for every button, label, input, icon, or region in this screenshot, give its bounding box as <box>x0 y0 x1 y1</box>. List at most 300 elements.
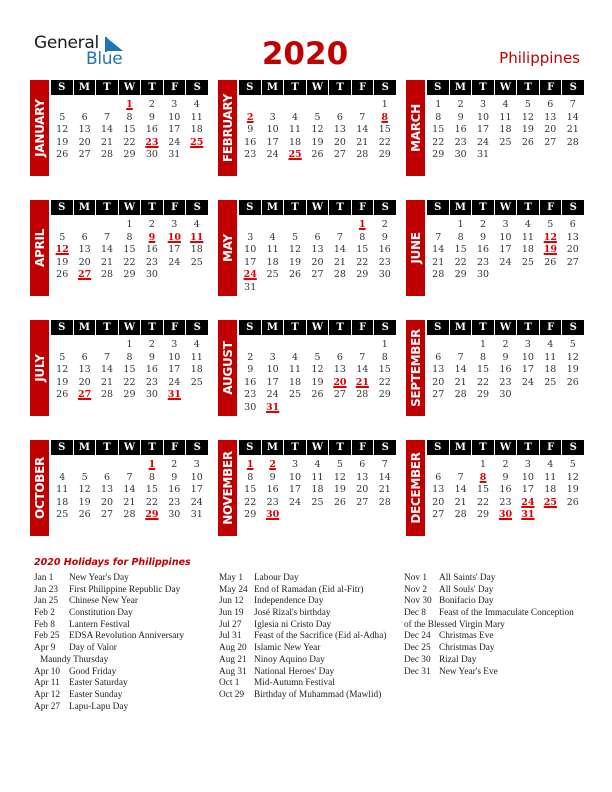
day-cell: 17 <box>477 124 490 136</box>
holiday-list-item <box>34 608 184 620</box>
day-cell: 15 <box>244 484 257 496</box>
holiday-name: Chinese New Year <box>69 596 138 607</box>
weekday-cell: W <box>307 80 329 95</box>
empty-day-cell <box>427 219 449 232</box>
week-row <box>239 149 396 162</box>
weekday-cell: W <box>495 320 517 335</box>
week-row <box>51 232 208 245</box>
day-cell: 26 <box>333 496 346 508</box>
empty-day-cell <box>96 99 118 112</box>
weekday-cell: W <box>307 320 329 335</box>
holiday-day-cell: 30 <box>266 509 280 521</box>
day-cell: 4 <box>547 459 554 470</box>
week-row <box>239 232 396 245</box>
week-row <box>427 232 584 245</box>
day-cell: 20 <box>544 124 557 136</box>
day-cell: 10 <box>477 111 490 123</box>
day-cell: 20 <box>356 484 369 496</box>
day-cell: 18 <box>56 496 69 508</box>
holiday-day-cell: 24 <box>521 496 535 508</box>
day-cell: 25 <box>190 376 203 388</box>
day-cell: 26 <box>289 269 302 281</box>
day-cell: 25 <box>56 509 69 521</box>
week-row <box>51 472 208 485</box>
day-cell: 24 <box>190 496 203 508</box>
empty-day-cell <box>427 459 449 472</box>
day-cell: 13 <box>432 364 445 376</box>
day-cell: 18 <box>190 364 203 376</box>
empty-day-cell <box>284 402 306 415</box>
day-cell: 29 <box>123 149 136 161</box>
holiday-name: Constitution Day <box>69 608 133 619</box>
day-cell: 27 <box>333 149 346 161</box>
day-cell: 20 <box>333 136 346 148</box>
weekday-cell: S <box>186 200 208 215</box>
day-cell: 30 <box>378 269 391 281</box>
day-cell: 7 <box>457 471 464 483</box>
week-row <box>239 352 396 365</box>
day-cell: 1 <box>126 219 133 230</box>
week-row <box>427 352 584 365</box>
day-cell: 1 <box>480 459 487 470</box>
day-cell: 16 <box>499 364 512 376</box>
week-row <box>51 99 208 112</box>
empty-day-cell <box>186 269 208 282</box>
day-cell: 30 <box>145 389 158 401</box>
empty-day-cell <box>517 269 539 282</box>
month-june <box>406 200 586 296</box>
empty-day-cell <box>73 99 95 112</box>
day-cell: 10 <box>266 124 279 136</box>
weekday-cell: T <box>329 440 351 455</box>
day-cell: 21 <box>101 376 114 388</box>
day-cell: 20 <box>311 256 324 268</box>
day-cell: 18 <box>311 484 324 496</box>
weekday-cell: T <box>472 200 494 215</box>
month-name: DECEMBER <box>408 452 423 524</box>
day-cell: 3 <box>480 99 487 110</box>
day-cell: 30 <box>145 269 158 281</box>
day-cell: 10 <box>244 244 257 256</box>
day-cell: 19 <box>566 484 579 496</box>
empty-day-cell <box>562 149 584 162</box>
holiday-date: Jun 12 <box>219 596 244 607</box>
day-cell: 9 <box>269 471 276 483</box>
day-cell: 19 <box>521 124 534 136</box>
holiday-day-cell: 27 <box>78 389 92 401</box>
day-cell: 2 <box>148 339 155 350</box>
month-name: JANUARY <box>32 99 47 157</box>
empty-day-cell <box>261 99 283 112</box>
empty-day-cell <box>306 402 328 415</box>
weekday-header <box>427 320 584 335</box>
day-cell: 31 <box>168 149 181 161</box>
day-cell: 22 <box>356 256 369 268</box>
day-cell: 30 <box>145 149 158 161</box>
day-cell: 18 <box>499 124 512 136</box>
holiday-name: New Year's Day <box>69 573 129 583</box>
month-grid <box>239 80 396 162</box>
weekday-cell: T <box>284 440 306 455</box>
day-cell: 4 <box>314 459 321 470</box>
day-cell: 11 <box>311 471 324 483</box>
holiday-list-item <box>404 596 574 608</box>
day-cell: 10 <box>168 111 181 123</box>
day-cell: 17 <box>266 376 279 388</box>
day-cell: 16 <box>145 364 158 376</box>
day-cell: 28 <box>356 149 369 161</box>
day-cell: 24 <box>168 136 181 148</box>
day-cell: 4 <box>269 231 276 243</box>
weekday-cell: S <box>427 80 449 95</box>
day-cell: 5 <box>569 339 576 350</box>
day-cell: 28 <box>454 389 467 401</box>
holiday-day-cell: 1 <box>148 459 156 470</box>
month-march <box>406 80 586 176</box>
weekday-cell: F <box>540 80 562 95</box>
empty-day-cell <box>51 459 73 472</box>
holiday-column-2 <box>219 573 386 702</box>
day-cell: 28 <box>123 509 136 521</box>
holiday-name: Day of Valor <box>69 643 117 654</box>
holiday-name: Iglesia ni Cristo Day <box>254 619 332 630</box>
empty-day-cell <box>96 339 118 352</box>
day-cell: 21 <box>123 496 136 508</box>
day-cell: 3 <box>524 339 531 350</box>
day-cell: 15 <box>378 124 391 136</box>
holiday-day-cell: 8 <box>479 471 487 483</box>
holiday-day-cell: 1 <box>126 99 133 110</box>
empty-day-cell <box>539 149 561 162</box>
weekday-cell: F <box>352 440 374 455</box>
weekday-cell: T <box>284 320 306 335</box>
weekday-cell: T <box>96 200 118 215</box>
weekday-header <box>51 440 208 455</box>
holiday-date: May 24 <box>219 584 248 595</box>
empty-day-cell <box>539 269 561 282</box>
weekday-cell: M <box>74 320 96 335</box>
empty-day-cell <box>329 402 351 415</box>
holiday-date: Aug 31 <box>219 666 247 677</box>
day-cell: 7 <box>359 351 366 363</box>
logo-text-general: General <box>34 33 99 53</box>
empty-day-cell <box>96 459 118 472</box>
day-cell: 3 <box>269 111 276 123</box>
day-cell: 31 <box>244 281 257 293</box>
day-cell: 15 <box>378 364 391 376</box>
day-cell: 3 <box>292 459 299 470</box>
empty-day-cell <box>306 282 328 295</box>
holiday-day-cell: 9 <box>148 231 156 243</box>
day-cell: 21 <box>454 496 467 508</box>
holiday-date: Dec 8 <box>404 608 426 619</box>
day-cell: 16 <box>244 376 257 388</box>
day-cell: 11 <box>190 351 203 363</box>
day-cell: 6 <box>81 111 88 123</box>
month-label-bar <box>218 200 237 296</box>
day-cell: 9 <box>457 111 464 123</box>
day-cell: 26 <box>566 376 579 388</box>
weekday-cell: W <box>119 440 141 455</box>
holiday-date: Jan 23 <box>34 584 59 595</box>
month-grid <box>51 320 208 402</box>
day-cell: 8 <box>359 231 366 243</box>
month-name: OCTOBER <box>32 457 47 519</box>
day-cell: 8 <box>381 351 388 363</box>
week-row <box>239 497 396 510</box>
week-row <box>239 509 396 522</box>
holiday-date: Nov 2 <box>404 584 427 595</box>
empty-day-cell <box>539 389 561 402</box>
weekday-cell: F <box>164 440 186 455</box>
day-cell: 4 <box>193 339 200 350</box>
holiday-list-item <box>404 643 574 655</box>
weekday-cell: S <box>374 200 396 215</box>
day-cell: 28 <box>101 269 114 281</box>
day-cell: 19 <box>566 364 579 376</box>
week-row <box>51 112 208 125</box>
empty-day-cell <box>306 219 328 232</box>
weekday-cell: T <box>329 320 351 335</box>
weekday-cell: T <box>517 200 539 215</box>
month-label-bar <box>218 320 237 416</box>
holiday-name: Christmas Day <box>439 643 495 654</box>
weekday-cell: W <box>119 200 141 215</box>
day-cell: 23 <box>378 256 391 268</box>
day-cell: 17 <box>244 256 257 268</box>
day-cell: 2 <box>247 351 254 363</box>
weekday-cell: S <box>186 320 208 335</box>
empty-day-cell <box>494 149 516 162</box>
week-row <box>239 402 396 415</box>
weekday-cell: S <box>562 200 584 215</box>
month-november <box>218 440 398 536</box>
day-cell: 29 <box>477 389 490 401</box>
day-cell: 8 <box>148 471 155 483</box>
day-cell: 16 <box>499 484 512 496</box>
day-cell: 14 <box>454 484 467 496</box>
day-cell: 16 <box>168 484 181 496</box>
holiday-day-cell: 29 <box>145 509 159 521</box>
holiday-name: Ninoy Aquino Day <box>254 654 325 665</box>
month-grid <box>51 80 208 162</box>
month-name: JUNE <box>408 232 423 264</box>
weekday-cell: S <box>186 440 208 455</box>
week-row <box>427 257 584 270</box>
empty-day-cell <box>163 269 185 282</box>
day-cell: 6 <box>81 351 88 363</box>
empty-day-cell <box>261 339 283 352</box>
holiday-name: EDSA Revolution Anniversary <box>69 631 185 642</box>
holiday-list-item <box>219 620 386 632</box>
day-cell: 8 <box>126 351 133 363</box>
holiday-date: Dec 25 <box>404 643 431 654</box>
day-cell: 15 <box>145 484 158 496</box>
month-january <box>30 80 210 176</box>
week-row <box>239 124 396 137</box>
day-cell: 21 <box>101 256 114 268</box>
holiday-name: First Philippine Republic Day <box>69 584 181 595</box>
week-row <box>51 149 208 162</box>
holiday-list-item <box>34 655 184 667</box>
holiday-day-cell: 1 <box>246 459 254 470</box>
weekday-cell: S <box>562 440 584 455</box>
weekday-cell: S <box>51 200 73 215</box>
week-row <box>51 219 208 232</box>
day-cell: 24 <box>521 376 534 388</box>
empty-day-cell <box>73 459 95 472</box>
holiday-day-cell: 19 <box>543 244 557 256</box>
day-cell: 25 <box>521 256 534 268</box>
holiday-date: Apr 27 <box>34 701 61 712</box>
month-december <box>406 440 586 536</box>
day-cell: 5 <box>314 111 321 123</box>
weekday-cell: S <box>51 440 73 455</box>
day-cell: 9 <box>171 471 178 483</box>
weekday-header <box>427 440 584 455</box>
holiday-list-item <box>34 585 184 597</box>
weekday-cell: T <box>472 320 494 335</box>
holiday-list-item <box>219 690 386 702</box>
weekday-cell: T <box>472 440 494 455</box>
day-cell: 11 <box>499 111 512 123</box>
weekday-cell: S <box>51 80 73 95</box>
weekday-header <box>51 200 208 215</box>
month-label-bar <box>406 200 425 296</box>
day-cell: 5 <box>292 231 299 243</box>
month-july <box>30 320 210 416</box>
holiday-name: Islamic New Year <box>254 643 321 654</box>
country-label: Philippines <box>499 49 580 67</box>
holiday-list-item <box>34 678 184 690</box>
day-cell: 13 <box>311 244 324 256</box>
day-cell: 8 <box>480 351 487 363</box>
week-row <box>51 509 208 522</box>
day-cell: 18 <box>289 376 302 388</box>
day-cell: 3 <box>269 351 276 363</box>
holiday-list-item <box>34 643 184 655</box>
day-cell: 18 <box>544 364 557 376</box>
holiday-date: Jul 31 <box>219 631 242 642</box>
holiday-list-item <box>404 631 574 643</box>
week-row <box>51 377 208 390</box>
weekday-cell: M <box>450 80 472 95</box>
week-row <box>51 459 208 472</box>
weekday-cell: T <box>329 200 351 215</box>
day-cell: 7 <box>569 99 576 110</box>
empty-day-cell <box>239 99 261 112</box>
day-cell: 6 <box>314 231 321 243</box>
weekday-header <box>51 320 208 335</box>
holiday-day-cell: 27 <box>78 269 92 281</box>
day-cell: 14 <box>356 364 369 376</box>
day-cell: 22 <box>378 136 391 148</box>
day-cell: 22 <box>123 376 136 388</box>
month-name: MAY <box>220 234 235 262</box>
day-cell: 11 <box>56 484 69 496</box>
day-cell: 3 <box>193 459 200 470</box>
holiday-name: Maundy Thursday <box>40 654 109 665</box>
day-cell: 17 <box>289 484 302 496</box>
holiday-name: Good Friday <box>69 666 117 677</box>
day-cell: 11 <box>521 231 534 243</box>
week-row <box>427 112 584 125</box>
empty-day-cell <box>351 282 373 295</box>
day-cell: 29 <box>378 389 391 401</box>
holiday-list-item <box>34 620 184 632</box>
week-row <box>51 339 208 352</box>
day-cell: 13 <box>432 484 445 496</box>
empty-day-cell <box>351 509 373 522</box>
day-cell: 11 <box>266 244 279 256</box>
weekday-cell: S <box>239 320 261 335</box>
day-cell: 7 <box>336 231 343 243</box>
day-cell: 8 <box>126 231 133 243</box>
day-cell: 29 <box>123 389 136 401</box>
day-cell: 17 <box>521 484 534 496</box>
weekday-cell: M <box>74 80 96 95</box>
week-row <box>239 484 396 497</box>
holiday-date: Jun 19 <box>219 608 244 619</box>
month-name: SEPTEMBER <box>408 329 423 407</box>
empty-day-cell <box>329 99 351 112</box>
day-cell: 24 <box>266 149 279 161</box>
month-grid <box>427 200 584 282</box>
day-cell: 4 <box>292 111 299 123</box>
holiday-column-3 <box>404 573 574 678</box>
empty-day-cell <box>351 339 373 352</box>
week-row <box>427 149 584 162</box>
day-cell: 23 <box>145 256 158 268</box>
weekday-cell: M <box>74 440 96 455</box>
day-cell: 29 <box>356 269 369 281</box>
holiday-list-item <box>404 573 574 585</box>
day-cell: 20 <box>432 376 445 388</box>
holiday-list-item <box>404 655 574 667</box>
day-cell: 4 <box>547 339 554 350</box>
holiday-list-item <box>34 667 184 679</box>
day-cell: 11 <box>544 471 557 483</box>
week-row <box>427 99 584 112</box>
day-cell: 5 <box>524 99 531 110</box>
day-cell: 23 <box>244 149 257 161</box>
weekday-header <box>239 80 396 95</box>
holiday-name: All Souls' Day <box>439 584 494 595</box>
holiday-day-cell: 10 <box>167 231 181 243</box>
week-row <box>427 389 584 402</box>
day-cell: 10 <box>499 231 512 243</box>
day-cell: 25 <box>544 376 557 388</box>
day-cell: 29 <box>477 509 490 521</box>
holiday-name: Easter Sunday <box>69 689 123 700</box>
month-label-bar <box>30 80 49 176</box>
holiday-day-cell: 12 <box>543 231 557 243</box>
week-row <box>239 257 396 270</box>
holiday-list-item <box>404 620 574 632</box>
day-cell: 20 <box>78 376 91 388</box>
week-row <box>51 124 208 137</box>
day-cell: 19 <box>56 376 69 388</box>
weekday-cell: T <box>141 200 163 215</box>
empty-day-cell <box>494 269 516 282</box>
day-cell: 7 <box>104 231 111 243</box>
holidays-title: 2020 Holidays for Philippines <box>34 557 191 568</box>
day-cell: 9 <box>148 111 155 123</box>
holiday-date: Apr 10 <box>34 666 61 677</box>
month-label-bar <box>218 440 237 536</box>
week-row <box>427 339 584 352</box>
month-name: JULY <box>32 354 47 382</box>
